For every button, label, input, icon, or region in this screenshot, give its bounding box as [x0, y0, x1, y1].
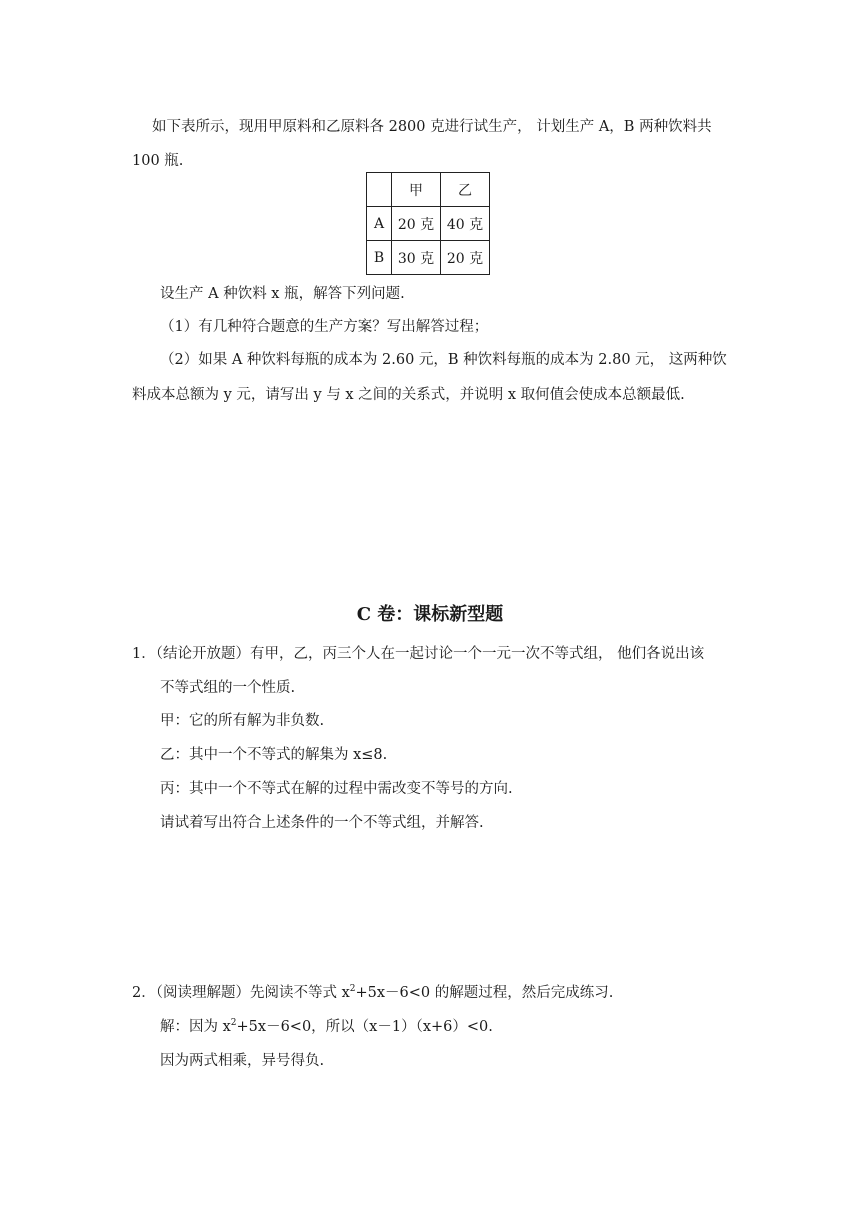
problem-1-yi: 乙：其中一个不等式的解集为 x≤8.: [160, 747, 388, 763]
exponent: 2: [230, 1018, 237, 1029]
table-cell: 20 克: [441, 241, 490, 275]
table-row: [367, 207, 490, 241]
setup-text: 设生产 A 种饮料 x 瓶，解答下列问题.: [160, 286, 405, 302]
problem-2-line-3: 因为两式相乘，异号得负.: [160, 1053, 325, 1069]
table-cell: 30 克: [392, 241, 441, 275]
problem-1-task: 请试着写出符合上述条件的一个不等式组，并解答.: [160, 815, 484, 831]
question-2-line-2: 料成本总额为 y 元，请写出 y 与 x 之间的关系式，并说明 x 取何值会使成本总额最低.: [132, 387, 685, 403]
intro-line-1: 如下表所示，现用甲原料和乙原料各 2800 克进行试生产， 计划生产 A，B 两种饮料共: [152, 119, 712, 135]
problem-2-line-2: [160, 1017, 493, 1037]
section-title: C 卷：课标新型题: [356, 604, 504, 625]
question-1: （1）有几种符合题意的生产方案？写出解答过程；: [160, 319, 489, 335]
question-2-line-1: （2）如果 A 种饮料每瓶的成本为 2.60 元，B 种饮料每瓶的成本为 2.80 元， 这两种饮: [160, 352, 727, 368]
table-cell: 20 克: [392, 207, 441, 241]
exponent: 2: [349, 984, 356, 995]
problem-2-line-2-post: +5x－6<0，所以（x－1）（x+6）<0.: [236, 1019, 493, 1035]
problem-2-line-1-pre: 2．（阅读理解题）先阅读不等式 x: [132, 985, 350, 1001]
table-cell: [367, 173, 392, 207]
problem-1-line-1: 1．（结论开放题）有甲，乙，丙三个人在一起讨论一个一元一次不等式组， 他们各说出该: [132, 646, 705, 662]
problem-2-line-1-post: +5x－6<0 的解题过程，然后完成练习.: [355, 985, 614, 1001]
table-row-label: A: [367, 207, 392, 241]
problem-2-line-1: [132, 983, 613, 1003]
problem-1-bing: 丙：其中一个不等式在解的过程中需改变不等号的方向.: [160, 781, 513, 797]
problem-1-line-2: 不等式组的一个性质.: [160, 680, 296, 696]
table-cell: 40 克: [441, 207, 490, 241]
table-row-label: B: [367, 241, 392, 275]
table-header-row: [367, 173, 490, 207]
table-header-yi: 乙: [441, 173, 490, 207]
ingredients-table: [366, 172, 490, 275]
problem-2-line-2-pre: 解：因为 x: [160, 1019, 231, 1035]
table-header-jia: 甲: [392, 173, 441, 207]
problem-1-jia: 甲：它的所有解为非负数.: [160, 713, 325, 729]
intro-line-2: 100 瓶.: [132, 153, 184, 169]
table-row: [367, 241, 490, 275]
